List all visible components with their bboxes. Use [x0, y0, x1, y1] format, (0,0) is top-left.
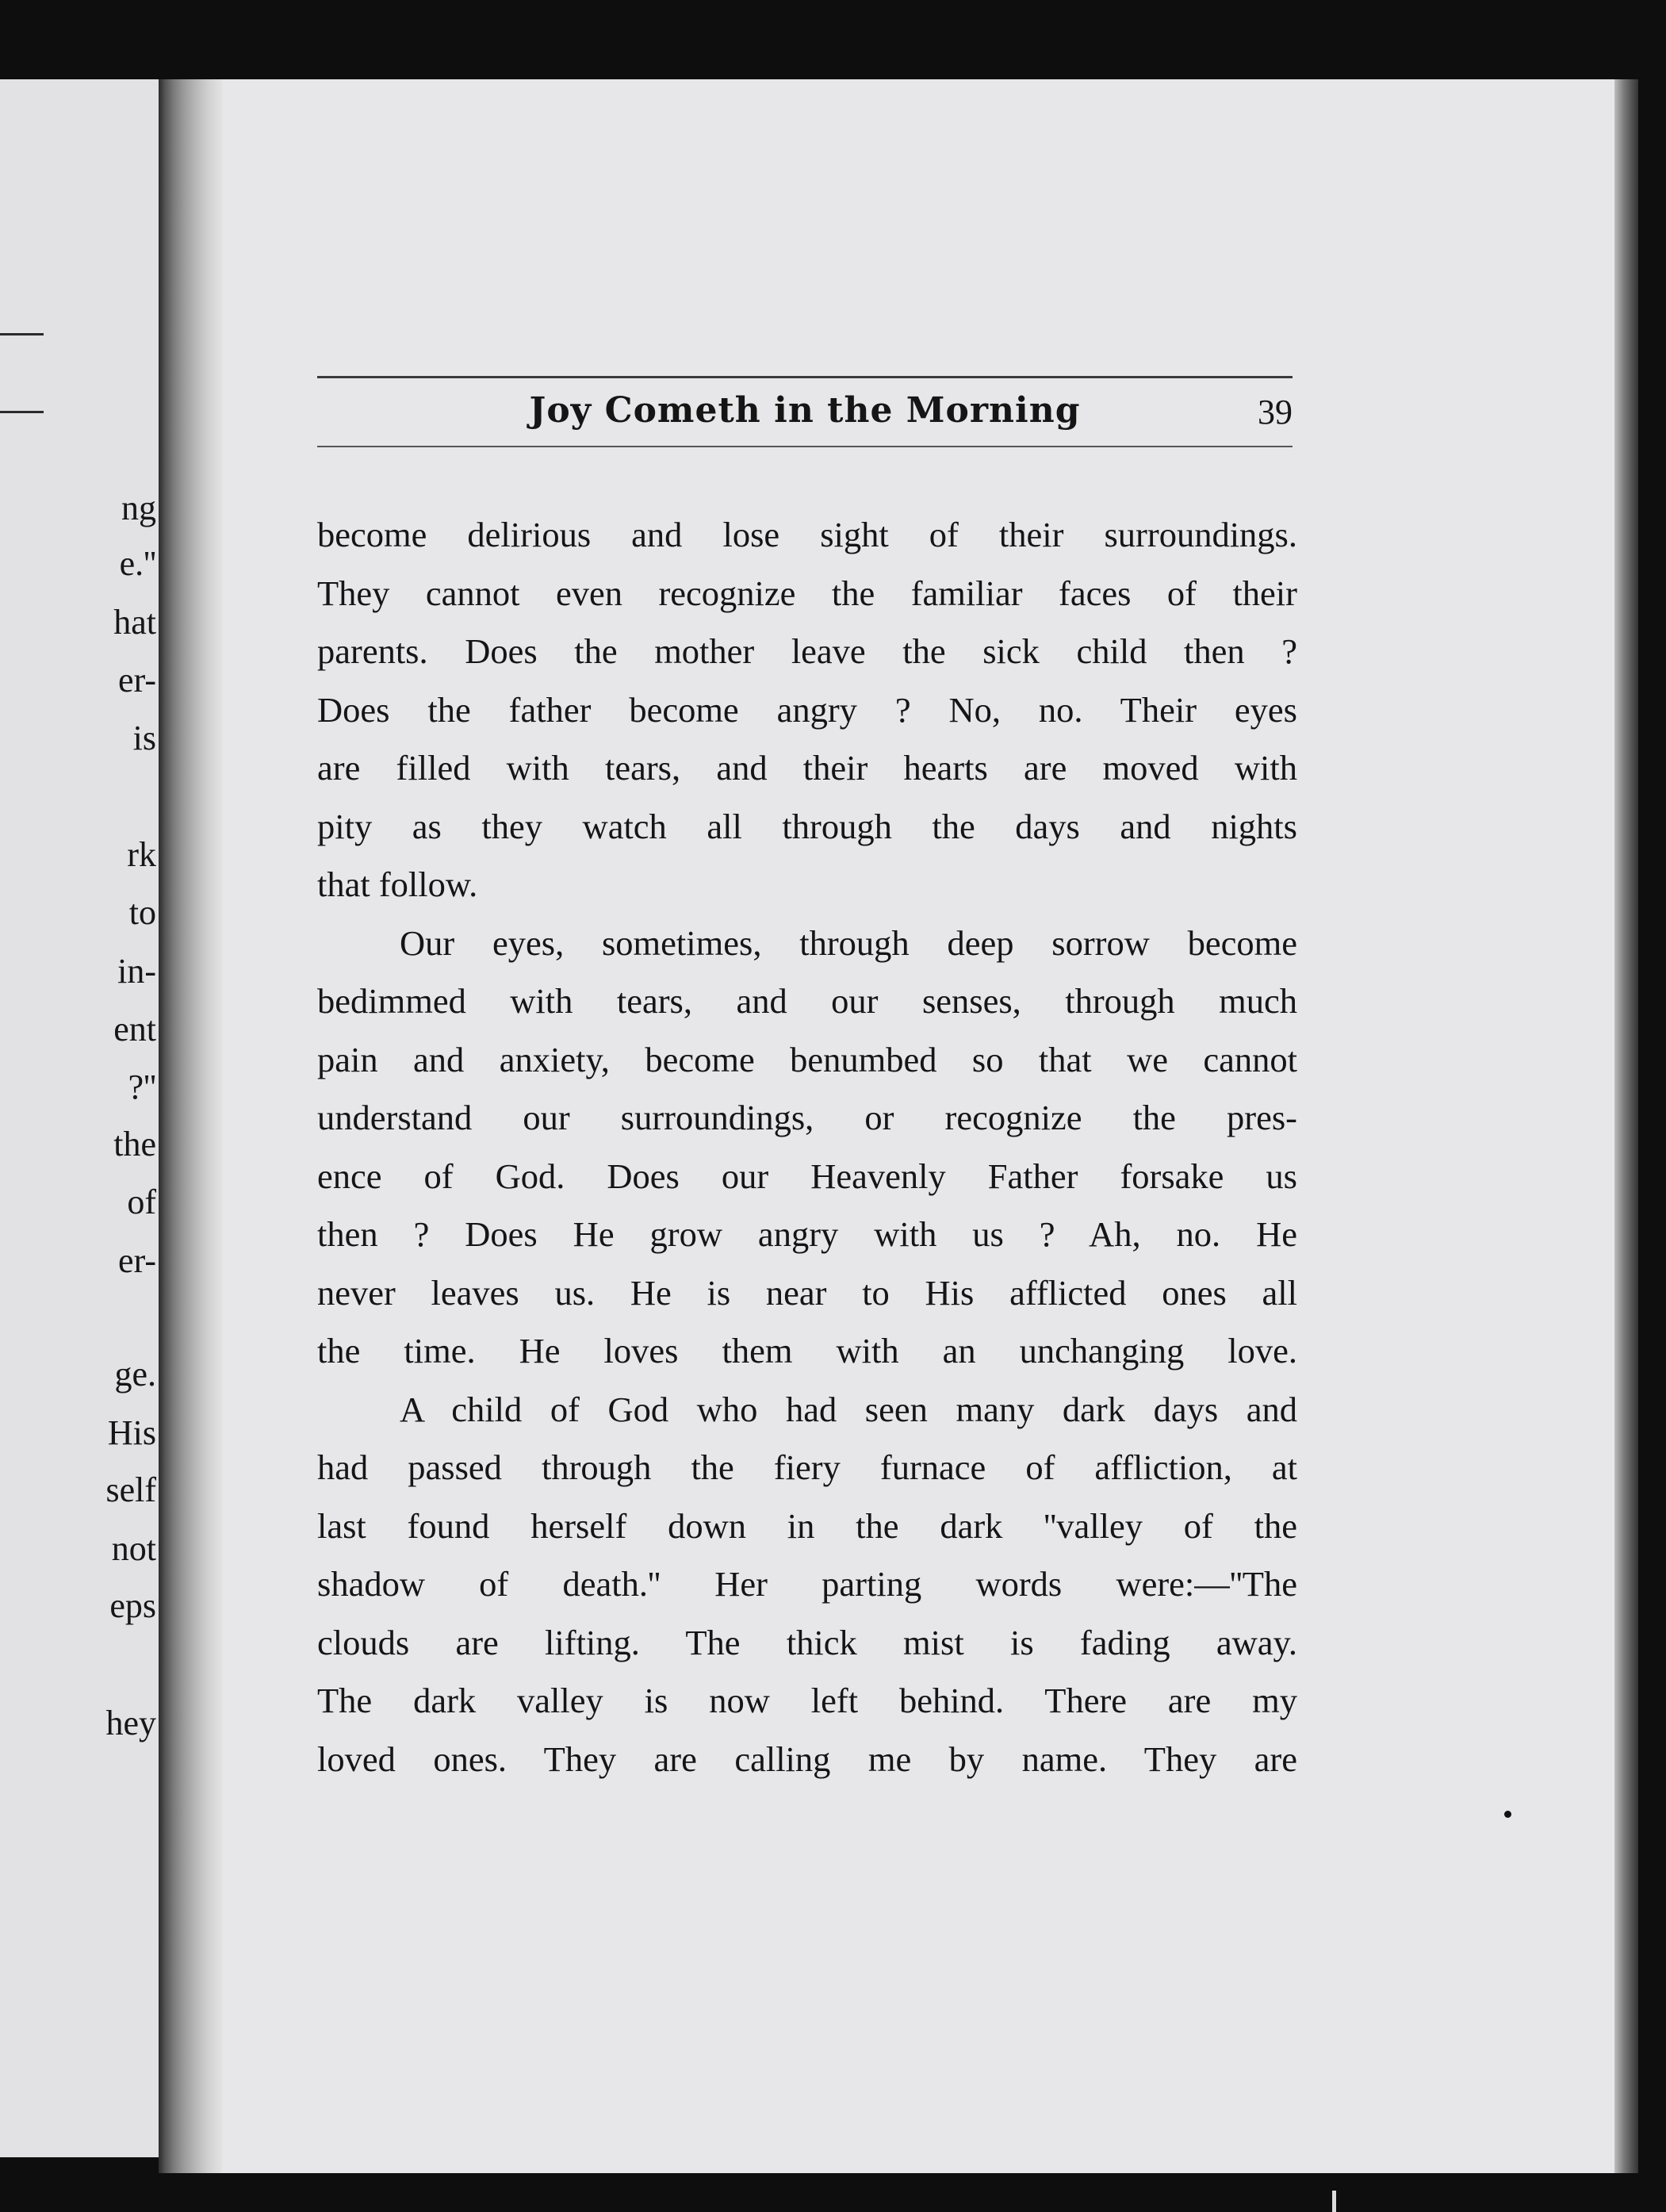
left-page-rule-top [0, 333, 44, 335]
left-page-fragment: ent [113, 1010, 156, 1048]
left-page-fragment: the [113, 1125, 156, 1164]
text-line: Our eyes, sometimes, through deep sorrow become [400, 922, 1297, 963]
left-page-fragment: ng [121, 489, 156, 527]
text-line: become delirious and lose sight of their surroundings. [317, 515, 1297, 554]
left-page-fragment: ?'' [128, 1068, 156, 1106]
left-page-fragment: in- [117, 952, 156, 991]
text-line: the time. He loves them with an unchanging love. [317, 1331, 1297, 1371]
running-head [317, 373, 1293, 452]
text-line: Does the father become angry ? No, no. Their eyes [317, 689, 1297, 730]
text-line: They cannot even recognize the familiar faces of their [317, 573, 1297, 613]
text-line: had passed through the fiery furnace of affliction, at [317, 1447, 1297, 1487]
text-line: clouds are lifting. The thick mist is fading away. [317, 1622, 1297, 1662]
left-page-fragment: hat [113, 603, 156, 642]
text-line: never leaves us. He is near to His afflicted ones all [317, 1272, 1297, 1313]
text-line: A child of God who had seen many dark days and [400, 1389, 1297, 1429]
left-page-fragment: to [128, 893, 156, 932]
text-line: then ? Does He grow angry with us ? Ah, no. He [317, 1214, 1297, 1254]
text-line: parents. Does the mother leave the sick child then ? [317, 631, 1297, 671]
left-page-fragment: is [132, 719, 156, 757]
text-line: last found herself down in the dark ''valley of the [317, 1505, 1297, 1546]
header-rule-bottom [317, 446, 1293, 447]
page-edge-shadow [1614, 79, 1638, 2173]
page-number: 39 [1258, 393, 1293, 431]
body-text [317, 506, 1297, 1788]
left-facing-page [0, 79, 163, 2157]
text-line: are filled with tears, and their hearts are moved with [317, 748, 1297, 788]
header-rule-top [317, 376, 1293, 378]
left-page-fragment: er- [118, 1241, 156, 1280]
text-line: shadow of death.'' Her parting words were:—''The [317, 1564, 1297, 1604]
text-line: loved ones. They are calling me by name. They are [317, 1739, 1297, 1779]
left-page-fragment: e.'' [119, 544, 156, 583]
text-line: understand our surroundings, or recognize the pres- [317, 1098, 1297, 1137]
scan-speck [1504, 1811, 1511, 1818]
text-line: bedimmed with tears, and our senses, through much [317, 981, 1297, 1021]
book-gutter-shadow [159, 79, 226, 2173]
text-line: that follow. [317, 864, 478, 904]
left-page-fragment: His [107, 1413, 156, 1452]
left-page-fragment: ge. [114, 1355, 156, 1394]
left-page-fragment: hey [105, 1704, 156, 1742]
text-line: The dark valley is now left behind. There are my [317, 1681, 1297, 1720]
left-page-fragment: of [127, 1183, 156, 1221]
text-line: ence of God. Does our Heavenly Father forsake us [317, 1156, 1297, 1196]
left-page-rule-bottom [0, 411, 44, 413]
left-page-fragment: rk [127, 835, 156, 874]
scan-mark [1332, 2191, 1336, 2212]
text-line: pain and anxiety, become benumbed so that we cannot [317, 1039, 1297, 1079]
running-title: Joy Cometh in the Morning [529, 390, 1081, 431]
left-page-fragment: er- [118, 661, 156, 700]
text-line: pity as they watch all through the days and nights [317, 806, 1297, 846]
left-page-fragment: eps [109, 1586, 156, 1625]
left-page-fragment: self [105, 1470, 156, 1509]
left-page-fragment: not [111, 1529, 156, 1568]
